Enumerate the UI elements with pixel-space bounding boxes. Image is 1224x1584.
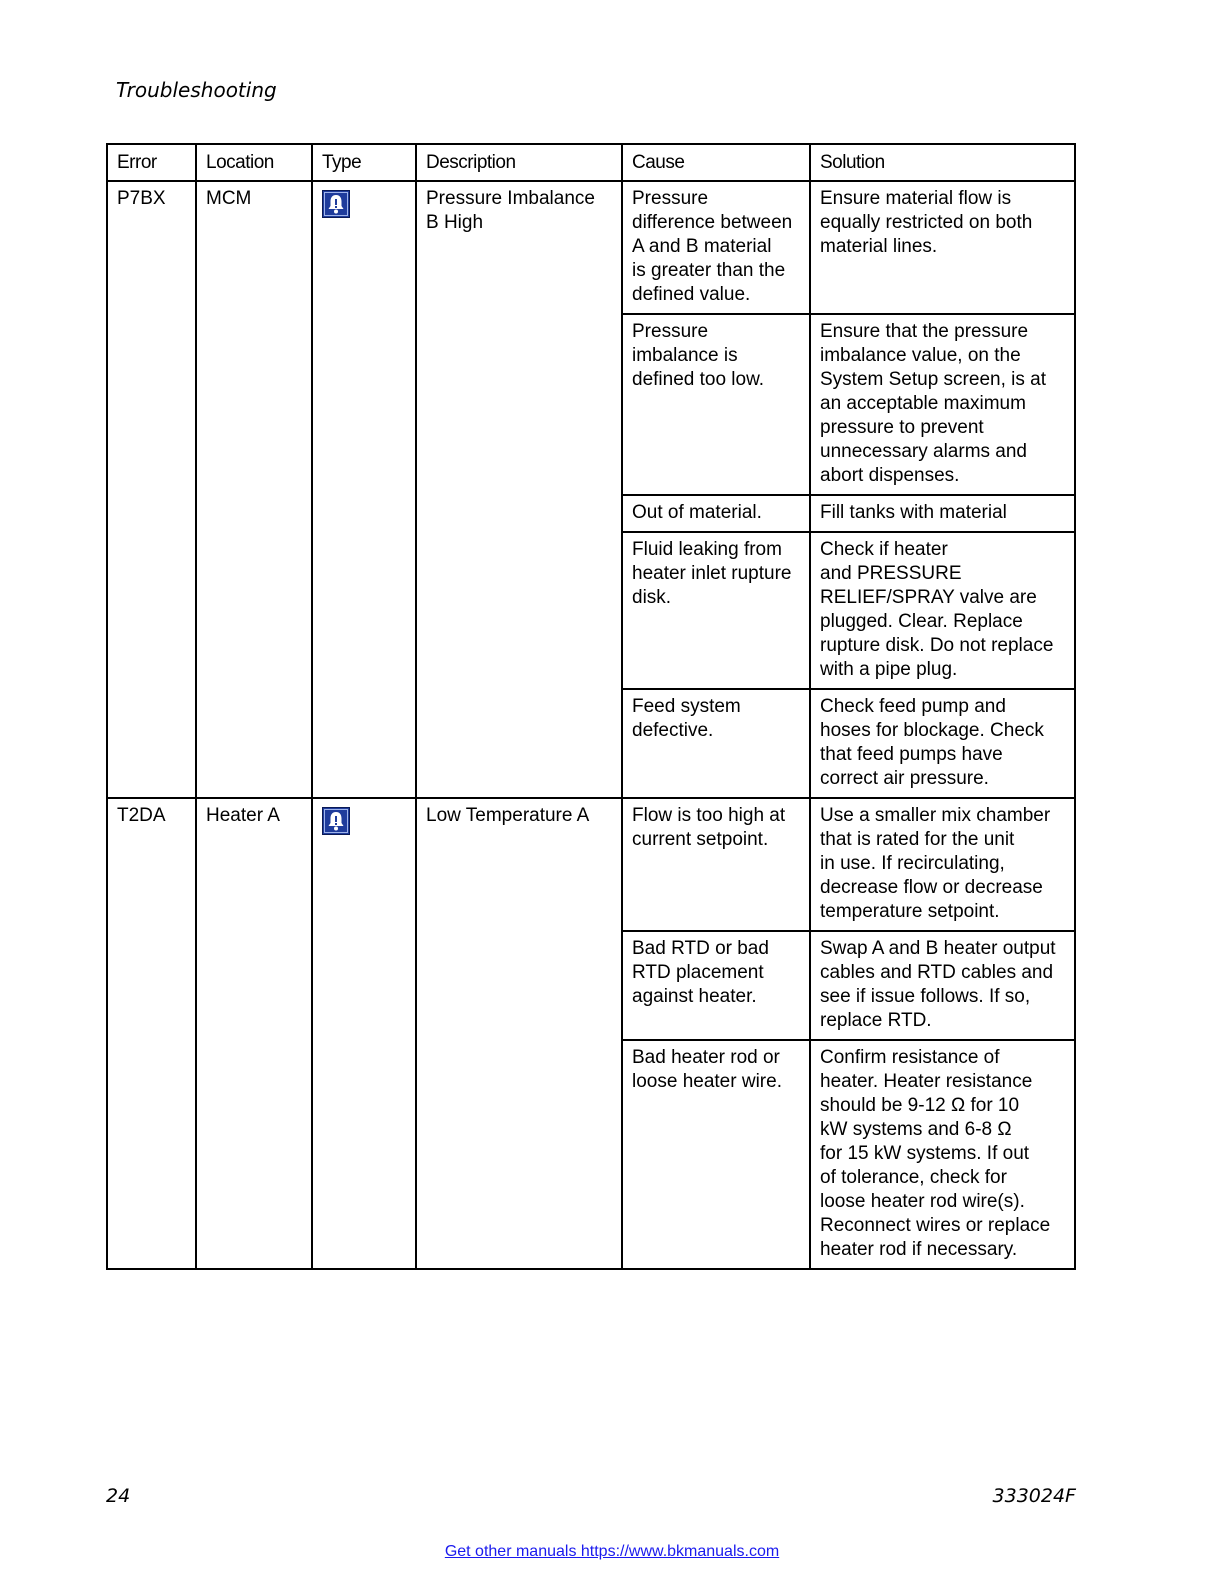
solution-text: Confirm resistance of heater. Heater resistance should be 9-12 Ω for 10 kW systems and 6-8 Ω for 15 kW systems. If out of tolerance, check for loose heater rod wire(s). Reconnect wires or replace heater rod if necessary. bbox=[820, 1047, 1051, 1260]
solution-cell bbox=[810, 689, 1075, 798]
type-cell bbox=[312, 798, 416, 1269]
description-cell bbox=[416, 798, 622, 1269]
column-header-error: Error bbox=[107, 144, 196, 181]
solution-text: Use a smaller mix chamber that is rated for the unit in use. If recirculating, decrease flow or decrease temperature setpoint. bbox=[820, 805, 1051, 922]
error-location: MCM bbox=[206, 188, 252, 209]
manuals-link[interactable]: Get other manuals https://www.bkmanuals.com bbox=[444, 1543, 780, 1560]
solution-text: Fill tanks with material bbox=[820, 502, 1007, 523]
solution-cell bbox=[810, 532, 1075, 689]
section-title: Troubleshooting bbox=[116, 78, 277, 102]
cause-text: Pressure difference between A and B material is greater than the defined value. bbox=[632, 188, 793, 305]
alarm-bell-icon bbox=[322, 807, 350, 835]
column-header-type: Type bbox=[312, 144, 416, 181]
column-header-solution: Solution bbox=[810, 144, 1075, 181]
error-description: Pressure Imbalance B High bbox=[426, 188, 595, 233]
cause-cell bbox=[622, 1040, 810, 1269]
solution-text: Ensure material flow is equally restricted on both material lines. bbox=[820, 188, 1033, 257]
type-cell bbox=[312, 181, 416, 798]
cause-text: Out of material. bbox=[632, 502, 762, 523]
location-cell bbox=[196, 181, 312, 798]
alarm-bell-icon bbox=[322, 190, 350, 218]
cause-cell bbox=[622, 314, 810, 495]
solution-cell bbox=[810, 798, 1075, 931]
solution-cell bbox=[810, 931, 1075, 1040]
cause-text: Bad heater rod or loose heater wire. bbox=[632, 1047, 782, 1092]
cause-cell bbox=[622, 931, 810, 1040]
description-cell bbox=[416, 181, 622, 798]
table-row bbox=[107, 798, 1075, 931]
cause-cell bbox=[622, 495, 810, 532]
error-code-cell bbox=[107, 798, 196, 1269]
cause-text: Pressure imbalance is defined too low. bbox=[632, 321, 765, 390]
solution-text: Check feed pump and hoses for blockage. Check that feed pumps have correct air pressure. bbox=[820, 696, 1044, 789]
solution-text: Check if heater and PRESSURE RELIEF/SPRAY valve are plugged. Clear. Replace rupture disk. Do not replace with a pipe plug. bbox=[820, 539, 1054, 680]
error-description: Low Temperature A bbox=[426, 805, 590, 826]
error-code: P7BX bbox=[117, 188, 166, 209]
table-header-row bbox=[107, 144, 1075, 181]
cause-text: Fluid leaking from heater inlet rupture disk. bbox=[632, 539, 792, 608]
column-header-description: Description bbox=[416, 144, 622, 181]
solution-cell bbox=[810, 181, 1075, 314]
location-cell bbox=[196, 798, 312, 1269]
cause-text: Flow is too high at current setpoint. bbox=[632, 805, 786, 850]
cause-cell bbox=[622, 181, 810, 314]
solution-text: Swap A and B heater output cables and RTD cables and see if issue follows. If so, replace RTD. bbox=[820, 938, 1056, 1031]
cause-cell bbox=[622, 532, 810, 689]
troubleshooting-table bbox=[106, 143, 1076, 1270]
page-number: 24 bbox=[106, 1485, 131, 1507]
error-code: T2DA bbox=[117, 805, 166, 826]
cause-cell bbox=[622, 689, 810, 798]
column-header-cause: Cause bbox=[622, 144, 810, 181]
solution-cell bbox=[810, 1040, 1075, 1269]
cause-text: Feed system defective. bbox=[632, 696, 741, 741]
solution-cell bbox=[810, 495, 1075, 532]
solution-text: Ensure that the pressure imbalance value, on the System Setup screen, is at an acceptable maximum pressure to prevent unnecessary alarms and abort dispenses. bbox=[820, 321, 1046, 486]
cause-text: Bad RTD or bad RTD placement against heater. bbox=[632, 938, 769, 1007]
error-location: Heater A bbox=[206, 805, 280, 826]
document-number: 333024F bbox=[992, 1485, 1076, 1507]
error-code-cell bbox=[107, 181, 196, 798]
solution-cell bbox=[810, 314, 1075, 495]
column-header-location: Location bbox=[196, 144, 312, 181]
cause-cell bbox=[622, 798, 810, 931]
table-row bbox=[107, 181, 1075, 314]
